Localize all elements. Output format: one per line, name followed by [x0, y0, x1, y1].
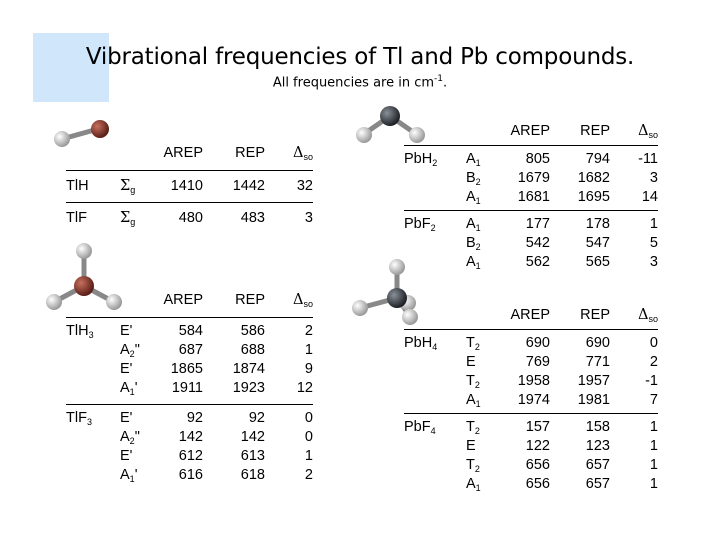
mode-symmetry: $A_1$	[466, 254, 481, 271]
delta-so-value: 0	[304, 410, 313, 426]
mode-symmetry: $A_1$	[466, 151, 481, 168]
delta-so-value: -1	[645, 373, 658, 389]
header-row	[66, 289, 313, 311]
mode-symmetry: E'	[120, 448, 133, 464]
header-arep: AREP	[510, 306, 550, 323]
rep-value: 565	[585, 254, 610, 270]
header-arep: AREP	[163, 144, 203, 161]
rep-value: 618	[240, 467, 265, 483]
rep-value: 123	[585, 438, 610, 454]
rep-value: 1874	[232, 361, 265, 377]
delta-so-value: 1	[649, 438, 658, 454]
rep-value: 142	[240, 429, 265, 445]
page-subtitle: All frequencies are in $cm^{-1}$.	[272, 74, 448, 91]
table-row	[66, 379, 313, 398]
table-row	[66, 177, 313, 196]
delta-so-value: 3	[649, 170, 658, 186]
header-rep: REP	[235, 144, 265, 161]
delta-so-value: 14	[641, 189, 658, 205]
molecule-name: PbH$_2$	[404, 151, 438, 168]
mode-symmetry: $B_2$	[466, 235, 481, 252]
rep-value: 1957	[577, 373, 610, 389]
table-row	[404, 372, 658, 391]
delta-so-value: 1	[649, 216, 658, 232]
mode-symmetry: $A_2$"	[120, 342, 140, 359]
header-row	[404, 304, 658, 326]
mode-symmetry: $\Sigma_g$	[120, 210, 136, 227]
tl-trihalide-table	[66, 289, 313, 485]
rep-value: 1682	[577, 170, 610, 186]
delta-so-value: 1	[649, 419, 658, 435]
mode-symmetry: $B_2$	[466, 170, 481, 187]
rep-value: 586	[240, 323, 265, 339]
molecule-name	[404, 391, 466, 410]
table-row	[404, 437, 658, 456]
rep-value: 690	[585, 335, 610, 351]
arep-value: 542	[525, 235, 550, 251]
rep-value: 1695	[577, 189, 610, 205]
arep-value: 690	[525, 335, 550, 351]
rep-value: 657	[585, 457, 610, 473]
rep-value: 483	[240, 210, 265, 226]
molecule-name	[66, 341, 120, 360]
table-row	[66, 428, 313, 447]
delta-so-value: 2	[304, 323, 313, 339]
molecule-name	[66, 360, 120, 379]
rep-value: 771	[585, 354, 610, 370]
molecule-name	[404, 234, 466, 253]
delta-so-value: 3	[304, 210, 313, 226]
table-row	[404, 334, 658, 353]
arep-value: 157	[525, 419, 550, 435]
table-row	[404, 475, 658, 494]
pbf2-group	[404, 215, 658, 272]
molecule-name	[404, 437, 466, 456]
rep-value: 1923	[232, 380, 265, 396]
header-delta-so: $\Delta_{so}$	[293, 144, 313, 162]
table-row	[404, 456, 658, 475]
header-delta-so: $\Delta_{so}$	[638, 122, 658, 140]
table-row	[66, 466, 313, 485]
arep-value: 1410	[170, 178, 203, 194]
page-title: Vibrational frequencies of Tl and Pb compounds.	[85, 44, 635, 70]
delta-so-value: 5	[649, 235, 658, 251]
arep-value: 656	[525, 457, 550, 473]
delta-so-value: 0	[649, 335, 658, 351]
mode-symmetry: $T_2$	[466, 335, 480, 352]
delta-so-value: 3	[649, 254, 658, 270]
molecule-name: TlH	[66, 178, 89, 194]
delta-so-value: 7	[649, 392, 658, 408]
arep-value: 1911	[171, 380, 203, 396]
rep-value: 1981	[577, 392, 610, 408]
arep-value: 584	[178, 323, 203, 339]
table-row	[66, 360, 313, 379]
table-row	[66, 409, 313, 428]
mode-symmetry: $T_2$	[466, 457, 480, 474]
molecule-name: PbF$_2$	[404, 216, 436, 233]
delta-so-value: 0	[304, 429, 313, 445]
rep-value: 657	[585, 476, 610, 492]
molecule-name	[404, 456, 466, 475]
header-row	[404, 120, 658, 142]
mode-symmetry: $T_2$	[466, 419, 480, 436]
arep-value: 92	[186, 410, 203, 426]
arep-value: 805	[525, 151, 550, 167]
mode-symmetry: $A_1$	[466, 216, 481, 233]
mode-symmetry: E'	[120, 323, 133, 339]
mode-symmetry: $A_2$"	[120, 429, 140, 446]
rep-value: 158	[585, 419, 610, 435]
mode-symmetry: $A_1$	[466, 392, 481, 409]
pbh2-group	[404, 150, 658, 207]
table-row	[404, 150, 658, 169]
arep-value: 612	[178, 448, 203, 464]
table-row	[404, 353, 658, 372]
molecule-name	[404, 169, 466, 188]
delta-so-value: 1	[304, 342, 313, 358]
arep-value: 1679	[517, 170, 550, 186]
molecule-name: TlF	[66, 210, 87, 226]
molecule-name	[404, 253, 466, 272]
delta-so-value: -11	[638, 151, 658, 167]
table-row	[404, 418, 658, 437]
rep-value: 1442	[232, 178, 265, 194]
rep-value: 613	[240, 448, 265, 464]
arep-value: 1958	[517, 373, 550, 389]
table-row	[66, 322, 313, 341]
arep-value: 142	[178, 429, 203, 445]
arep-value: 687	[178, 342, 203, 358]
mode-symmetry: E	[466, 354, 476, 370]
arep-value: 480	[178, 210, 203, 226]
table-row	[404, 234, 658, 253]
molecule-name: PbF$_4$	[404, 419, 436, 436]
table-row	[66, 209, 313, 228]
mode-symmetry: $A_1'$	[120, 467, 138, 484]
pbf4-group	[404, 418, 658, 494]
tlf3-group	[66, 409, 313, 485]
delta-so-value: 1	[649, 476, 658, 492]
mode-symmetry: $T_2$	[466, 373, 480, 390]
arep-value: 616	[178, 467, 203, 483]
mode-symmetry: E'	[120, 410, 133, 426]
arep-value: 1865	[170, 361, 203, 377]
header-arep: AREP	[163, 291, 203, 308]
molecule-name	[66, 447, 120, 466]
tl-diatomic-table	[66, 142, 313, 228]
table-row	[404, 169, 658, 188]
delta-so-value: 2	[649, 354, 658, 370]
pb-dihalide-table	[404, 120, 658, 272]
delta-so-value: 1	[649, 457, 658, 473]
arep-value: 122	[525, 438, 550, 454]
molecule-name: PbH$_4$	[404, 335, 438, 352]
mode-symmetry: E	[466, 438, 476, 454]
arep-value: 1681	[517, 189, 550, 205]
rep-value: 178	[585, 216, 610, 232]
pbh4-group	[404, 334, 658, 410]
mode-symmetry: $A_1$	[466, 189, 481, 206]
header-delta-so: $\Delta_{so}$	[638, 306, 658, 324]
delta-so-value: 2	[304, 467, 313, 483]
tlh3-group	[66, 322, 313, 398]
header-rep: REP	[235, 291, 265, 308]
header-row	[66, 142, 313, 164]
arep-value: 177	[525, 216, 550, 232]
table-row	[404, 188, 658, 207]
pb-tetrahalide-table	[404, 304, 658, 494]
molecule-name	[66, 428, 120, 447]
arep-value: 1974	[517, 392, 550, 408]
delta-so-value: 9	[304, 361, 313, 377]
rep-value: 688	[240, 342, 265, 358]
rep-value: 92	[248, 410, 265, 426]
arep-value: 656	[525, 476, 550, 492]
delta-so-value: 1	[304, 448, 313, 464]
table-row	[66, 341, 313, 360]
mode-symmetry: $\Sigma_g$	[120, 178, 136, 195]
mode-symmetry: $A_1$	[466, 476, 481, 493]
table-row	[404, 215, 658, 234]
header-arep: AREP	[510, 122, 550, 139]
table-row	[66, 447, 313, 466]
molecule-name	[404, 372, 466, 391]
header-rep: REP	[580, 306, 610, 323]
molecule-name	[404, 475, 466, 494]
molecule-name: TlF$_3$	[66, 410, 92, 427]
arep-value: 562	[525, 254, 550, 270]
mode-symmetry: $A_1'$	[120, 380, 138, 397]
table-row	[404, 391, 658, 410]
molecule-name	[404, 188, 466, 207]
molecule-name	[404, 353, 466, 372]
header-delta-so: $\Delta_{so}$	[293, 291, 313, 309]
delta-so-value: 32	[296, 178, 313, 194]
mode-symmetry: E'	[120, 361, 133, 377]
molecule-name	[66, 379, 120, 398]
rep-value: 547	[585, 235, 610, 251]
table-row	[404, 253, 658, 272]
arep-value: 769	[525, 354, 550, 370]
header-rep: REP	[580, 122, 610, 139]
molecule-name	[66, 466, 120, 485]
rep-value: 794	[585, 151, 610, 167]
molecule-name: TlH$_3$	[66, 323, 94, 340]
delta-so-value: 12	[296, 380, 313, 396]
